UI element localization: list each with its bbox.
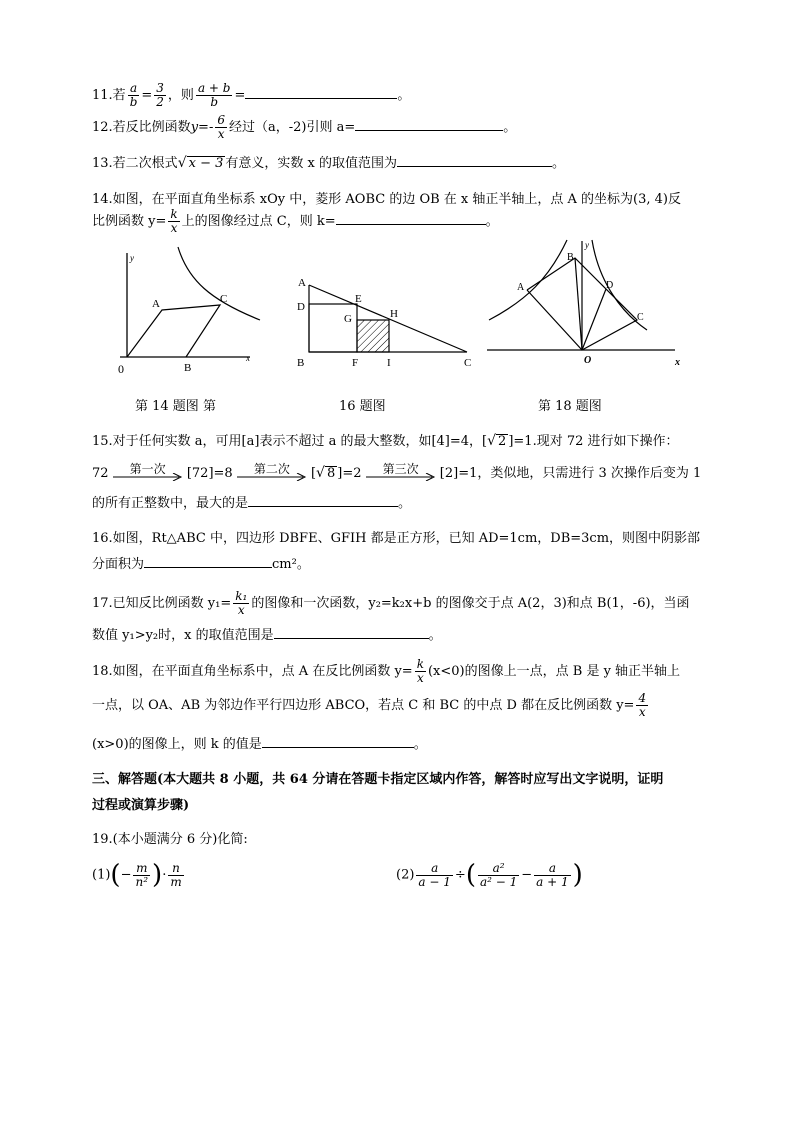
question-19-part1: (1)(− $\frac{m}{\text{n²}}$ )· $\frac{n}{m}$ — [92, 860, 182, 890]
svg-text:C: C — [464, 357, 472, 369]
svg-text:C: C — [220, 293, 228, 305]
answer-blank[interactable] — [248, 493, 398, 507]
caption-fig18: 第 18 题图 — [538, 399, 602, 414]
svg-text:0: 0 — [118, 362, 124, 376]
fraction-apb-over-b: $\frac{a + b}{b}$ — [197, 81, 231, 109]
left-hyperbola — [489, 240, 567, 320]
question-12: 12.若反比例函数y=- $\frac{6}{x}$ 经过（a，-2)引则 a= 。 — [92, 113, 517, 141]
question-19-part2: (2) $\frac{a}{a - 1}$ ÷( $\frac{\text{a²}}{\text{a² − 1}}$ − $\frac{a}{a + 1}$ ) — [396, 860, 583, 890]
svg-text:y: y — [130, 253, 134, 263]
arrow-step2: 第二次 — [237, 464, 307, 484]
answer-blank[interactable] — [245, 85, 397, 99]
answer-blank[interactable] — [144, 554, 272, 568]
answer-blank[interactable] — [274, 625, 429, 639]
fraction-k-over-x: $\frac{k}{x}$ — [170, 207, 178, 235]
svg-text:D: D — [606, 280, 614, 291]
question-15-line3: 的所有正整数中，最大的是 。 — [92, 492, 411, 511]
arrow-step1: 第一次 — [113, 464, 183, 484]
figure-14 — [100, 245, 265, 380]
svg-text:A: A — [298, 277, 306, 289]
svg-text:G: G — [344, 313, 352, 325]
svg-text:A: A — [517, 282, 525, 293]
answer-blank[interactable] — [397, 153, 552, 167]
question-18-line1: 18.如图，在平面直角坐标系中，点 A 在反比例函数 y= $\frac{k}{x}$ (x<0)的图像上一点，点 B 是 y 轴正半轴上 — [92, 657, 681, 685]
hyperbola-curve — [178, 247, 260, 320]
question-13: 13.若二次根式√ x − 3 有意义，实数 x 的取值范围为 。 — [92, 155, 565, 171]
answer-blank[interactable] — [355, 117, 503, 131]
svg-text:O: O — [584, 355, 592, 366]
arrow-step3: 第三次 — [366, 464, 436, 484]
svg-text:D: D — [297, 301, 305, 313]
svg-text:x: x — [246, 353, 250, 363]
shaded-square-gfih — [357, 320, 389, 352]
svg-text:y: y — [585, 240, 589, 250]
question-19-title: 19.(本小题满分 6 分)化简: — [92, 832, 248, 847]
question-17-line1: 17.已知反比例函数 y₁= $\frac{\text{k₁}}{x}$ 的图像和一次函数，y₂=k₂x+b 的图像交于点 A(2，3)和点 B(1，-6)，当函 — [92, 589, 690, 617]
svg-text:B: B — [567, 252, 574, 263]
question-16-line1: 16.如图，Rt△ABC 中，四边形 DBFE、GFIH 都是正方形，已知 AD=1cm，DB=3cm，则图中阴影部 — [92, 531, 701, 546]
svg-text:B: B — [184, 362, 192, 374]
svg-text:E: E — [355, 293, 362, 305]
svg-text:H: H — [390, 308, 398, 320]
question-18-line3: (x>0)的图像上，则 k 的值是 。 — [92, 733, 427, 752]
fraction-3-over-2: $\frac{3}{2}$ — [156, 81, 164, 109]
radicand: x − 3 — [188, 156, 224, 171]
figure-18 — [487, 238, 687, 373]
section-3-heading-cont: 过程或演算步骤) — [92, 798, 190, 813]
answer-blank[interactable] — [262, 734, 414, 748]
svg-text:x: x — [675, 357, 680, 368]
q11-prefix: 11.若 — [92, 88, 126, 103]
question-17-line2: 数值 y₁>y₂时，x 的取值范围是 。 — [92, 624, 442, 643]
svg-text:C: C — [637, 312, 644, 323]
figure-16 — [292, 272, 482, 372]
question-16-line2: 分面积为 cm²。 — [92, 553, 310, 572]
fraction-a-over-b: $\frac{a}{b}$ — [129, 81, 138, 109]
svg-text:F: F — [352, 357, 359, 369]
svg-text:I: I — [387, 357, 391, 369]
question-11: 11.若 $\frac{a}{b}$ = $\frac{3}{2}$ ，则 $\frac{a + b}{b}$ = 。 — [92, 81, 411, 109]
caption-fig14: 第 14 题图 第 — [135, 399, 216, 414]
question-18-line2: 一点，以 OA、AB 为邻边作平行四边形 ABCO，若点 C 和 BC 的中点 D 都在反比例函数 y= $\frac{4}{x}$ — [92, 691, 647, 719]
rhombus-aobc — [127, 305, 220, 357]
radical-sign: √ — [177, 155, 187, 171]
square-dbfe — [309, 304, 357, 352]
svg-text:A: A — [152, 298, 160, 310]
question-14-line1: 14.如图，在平面直角坐标系 xOy 中，菱形 AOBC 的边 OB 在 x 轴正半轴上，点 A 的坐标为(3, 4)反 — [92, 192, 681, 207]
question-14-line2: 比例函数 y= $\frac{k}{x}$ 上的图像经过点 C，则 k= 。 — [92, 207, 499, 235]
question-15-line1: 15.对于任何实数 a，可用[a]表示不超过 a 的最大整数，如[4]=4，[√ 2 ]=1.现对 72 进行如下操作： — [92, 433, 679, 449]
section-3-heading: 三、解答题(本大题共 8 小题，共 64 分请在答题卡指定区域内作答，解答时应写出文字说明，证明 — [92, 772, 664, 787]
answer-blank[interactable] — [336, 211, 486, 225]
question-15-line2: 72 第一次 [72]=8 第二次 [√ 8 ]=2 第三次 [2]=1，类似地，只需进行 3 次操作后变为 1 — [92, 462, 701, 484]
svg-text:B: B — [297, 357, 305, 369]
fraction-6-over-x: $\frac{6}{x}$ — [217, 113, 225, 141]
caption-fig16: 16 题图 — [339, 399, 386, 414]
